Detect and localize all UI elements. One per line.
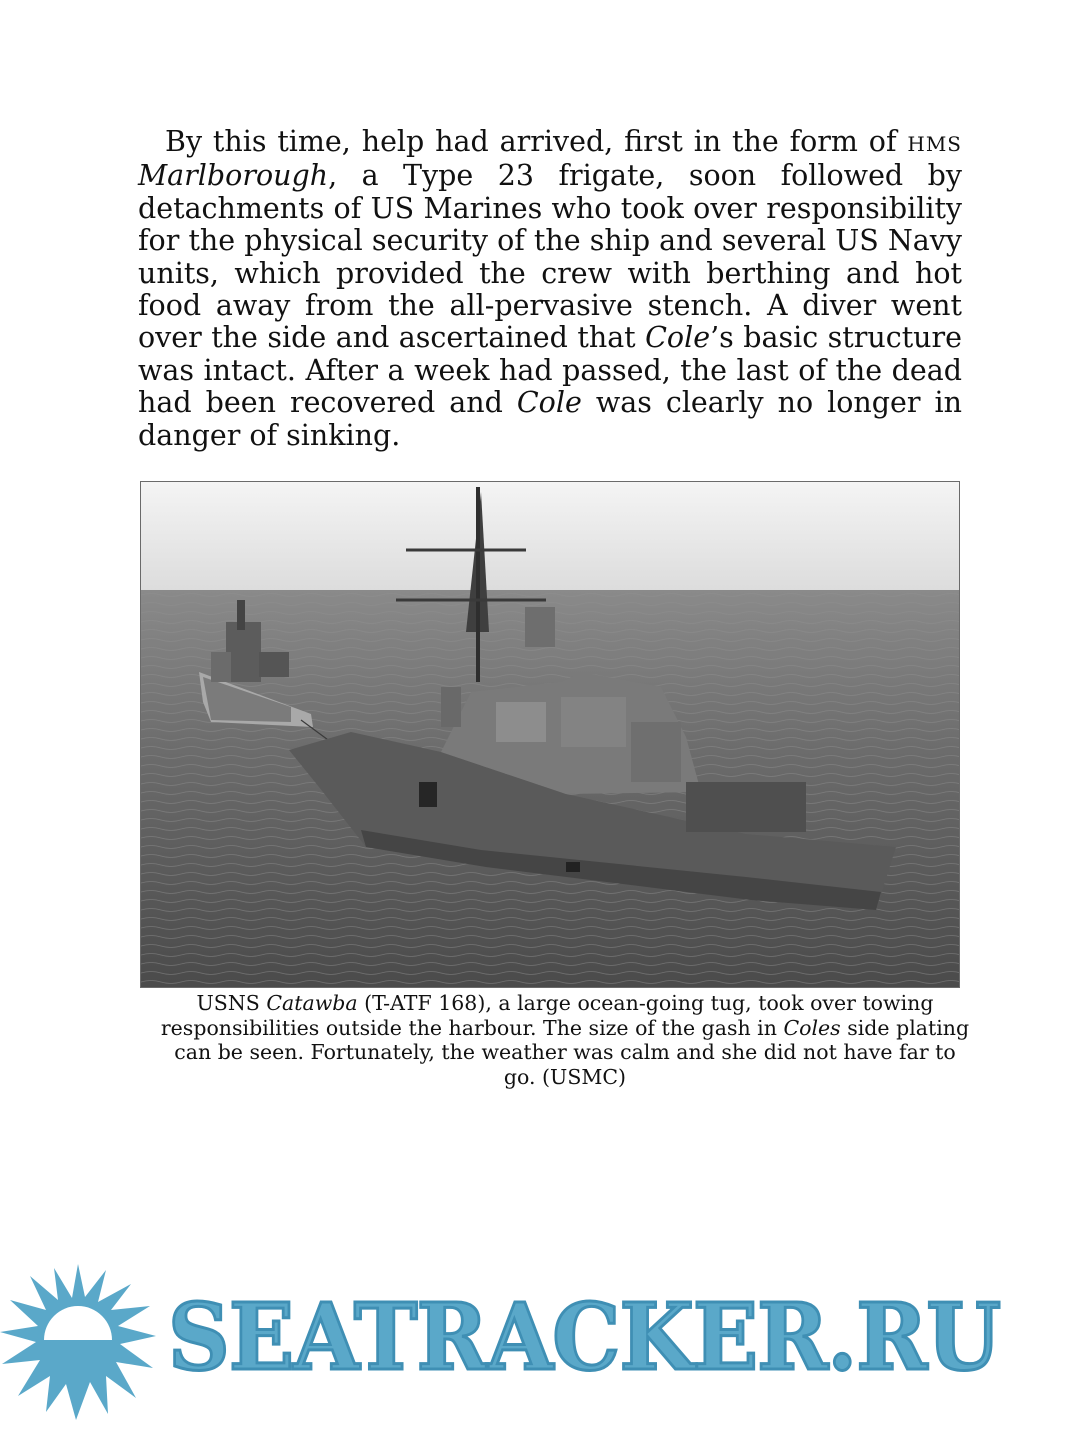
ship-name-coles: Coles xyxy=(783,1015,841,1040)
watermark-text: SEATRACKER.RU xyxy=(168,1283,1001,1391)
paragraph-text: was clearly no longer in danger of sinking. xyxy=(138,386,963,452)
ship-photo xyxy=(140,481,960,988)
ship-name-marlborough: Marlborough xyxy=(138,159,329,193)
ship-name-cole: Cole xyxy=(645,321,711,355)
paragraph-text: ’s basic structure was intact. After a week had passed, the last of the dead had been recovered and xyxy=(138,321,962,420)
caption-text: side plating can be seen. Fortunately, the weather was calm and she did not have far to go. (USMC) xyxy=(174,1015,970,1089)
ship-prefix-hms: HMS xyxy=(907,132,962,156)
ship-name-catawba: Catawba xyxy=(266,991,358,1015)
ship-photo-illustration xyxy=(141,482,960,988)
sunburst-logo-icon xyxy=(0,1262,170,1425)
caption-text: (T-ATF 168), a large ocean-going tug, took over towing responsibilities outside the harbour. The size of the gash in xyxy=(160,991,934,1040)
paragraph-text: , a Type 23 frigate, soon followed by detachments of US Marines who took over responsibility for the physical security of the ship and several US Navy units, which provided the crew with berthing and hot food away from the all-pervasive stench. A diver went over the side and ascertained that xyxy=(138,159,962,355)
photo-caption xyxy=(160,991,970,1089)
caption-text: USNS xyxy=(196,991,267,1015)
ship-name-cole: Cole xyxy=(516,386,582,420)
body-paragraph xyxy=(138,126,962,452)
paragraph-text: By this time, help had arrived, first in the form of xyxy=(165,125,908,158)
